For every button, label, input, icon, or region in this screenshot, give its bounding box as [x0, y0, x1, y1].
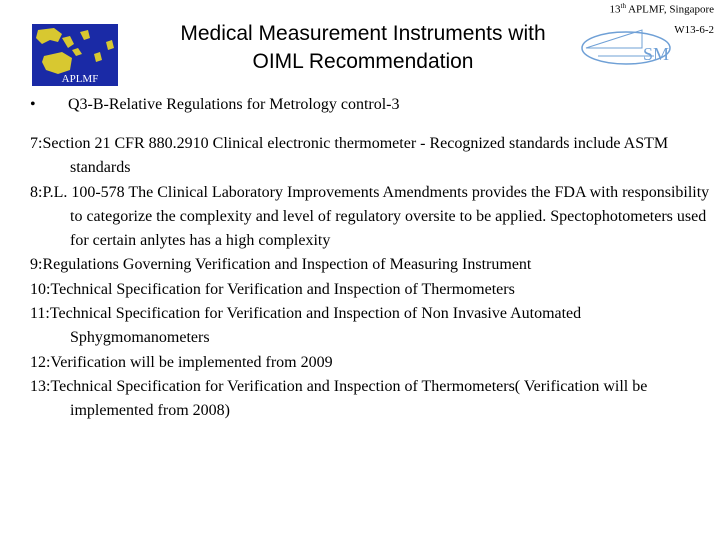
conference-label: 13th APLMF, Singapore [609, 2, 714, 16]
svg-text:APLMF: APLMF [61, 73, 99, 85]
list-item: 11:Technical Specification for Verification and Inspection of Non Invasive Automated Sphygmomanometers [30, 305, 582, 347]
list-item: 8:P.L. 100-578 The Clinical Laboratory Improvements Amendments provides the FDA with responsibility to categorize the complexity and level of regulatory oversite to be applied. Spectophotometers used for certain anlytes has a high complexity [30, 183, 710, 250]
title-line-1: Medical Measurement Instruments with [180, 22, 546, 45]
list-item: 12:Verification will be implemented from 2009 [30, 353, 333, 371]
aplmf-logo [32, 24, 118, 86]
list-item: 7:Section 21 CFR 880.2910 Clinical electronic thermometer - Recognized standards include ASTM standards [30, 135, 669, 177]
list-item: 10:Technical Specification for Verification and Inspection of Thermometers [30, 280, 515, 298]
bullet-heading [30, 96, 399, 114]
title-line-2: OIML Recommendation [252, 50, 474, 73]
regulation-list [30, 132, 710, 424]
list-item: 13:Technical Specification for Verification and Inspection of Thermometers( Verification will be implemented from 2008) [30, 377, 648, 420]
document-code: W13-6-2 [674, 24, 714, 36]
bullet-icon: • [30, 96, 36, 113]
svg-text:SM: SM [642, 44, 670, 64]
bullet-text: Q3-B-Relative Regulations for Metrology control-3 [68, 96, 400, 113]
slide-title [130, 20, 596, 76]
list-item: 9:Regulations Governing Verification and Inspection of Measuring Instrument [30, 256, 532, 274]
